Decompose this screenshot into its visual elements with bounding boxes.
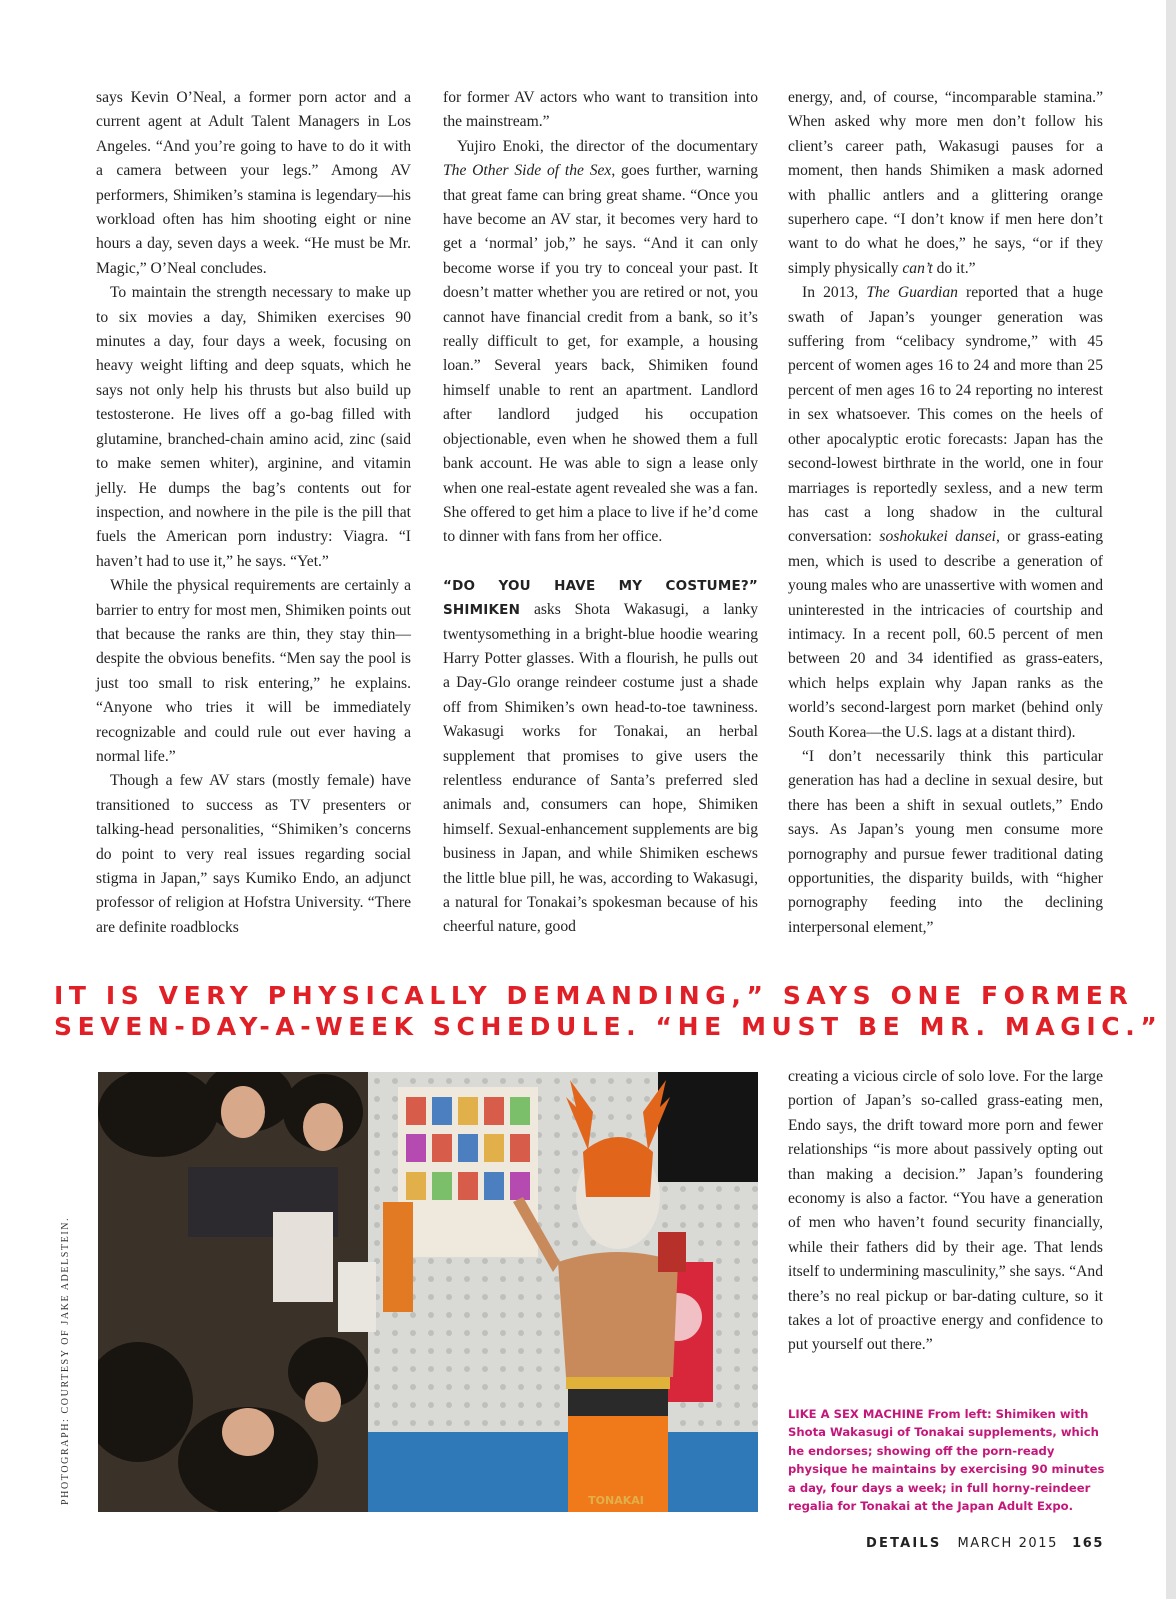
- expo-photo: [98, 1072, 758, 1512]
- paragraph: for former AV actors who want to transition into the mainstream.”: [443, 89, 758, 131]
- magazine-name: DETAILS: [866, 1536, 942, 1551]
- article-column-1: [96, 86, 411, 940]
- pull-quote: [54, 980, 1163, 1042]
- page-number: 165: [1072, 1536, 1104, 1551]
- paragraph: Yujiro Enoki, the director of the documentary The Other Side of the Sex, goes further, warning that great fame can bring great shame. “Once you have become an AV star, it becomes very hard to get a ‘normal’ job,” he says. “And it can only become worse if you try to conceal your past. It doesn’t matter whether you are retired or not, you cannot have financial credit from a bank, so it’s really difficult to get, for example, a housing loan.” Several years back, Shimiken found himself unable to rent an apartment. Landlord after landlord judged his occupation objectionable, even when he showed them a full bank account. He was able to sign a lease only when one real-estate agent revealed she was a fan. She offered to get him a place to live if he’d come to dinner with fans from her office.: [443, 137, 758, 546]
- photo-credit: PHOTOGRAPH: COURTESY OF JAKE ADELSTEIN.: [60, 1216, 71, 1505]
- section-opening-paragraph: “DO YOU HAVE MY COSTUME?” SHIMIKEN asks Shota Wakasugi, a lanky twentysomething in a bright-blue hoodie wearing Harry Potter glasses. With a flourish, he pulls out a Day-Glo orange reindeer costume just a shade off from Shimiken’s own head-to-toe tawniness. Wakasugi works for Tonakai, an herbal supplement that promises to give users the relentless endurance of Santa’s preferred sled animals and, consumers can hope, Shimiken himself. Sexual-enhancement supplements are big business in Japan, and while Shimiken eschews the little blue pill, he was, according to Wakasugi, a natural for Tonakai’s spokesman because of his cheerful nature, good: [443, 577, 758, 936]
- paragraph: In 2013, The Guardian reported that a huge swath of Japan’s younger generation was suffering from “celibacy syndrome,” with 45 percent of women ages 16 to 24 and more than 25 percent of men ages 16 to 24 reporting no interest in sex whatsoever. This comes on the heels of other apocalyptic erotic forecasts: Japan has the second-lowest birthrate in the world, one in four marriages is reportedly sexless, and a new term has cast a long shadow in the cultural conversation: soshokukei dansei, or grass-eating men, which is used to describe a generation of young males who are unassertive with women and uninterested in the intricacies of courtship and intimacy. In a recent poll, 60.5 percent of men between 20 and 34 identified as grass-eaters, which helps explain why Japan ranks as the world’s second-largest porn market (behind only South Korea—the U.S. lags at a distant third).: [788, 284, 1104, 741]
- paragraph: says Kevin O’Neal, a former porn actor and a current agent at Adult Talent Managers in Los Angeles. “And you’re going to have to do it with a camera between your legs.” Among AV performers, Shimiken’s stamina is legendary—his workload often has him shooting eight or nine hours a day, seven days a week. “He must be Mr. Magic,” O’Neal concludes.: [96, 89, 411, 277]
- publication-title: The Guardian: [866, 284, 958, 302]
- article-column-2: [443, 86, 758, 940]
- section-lead-in: “DO YOU HAVE MY COSTUME?” SHIMIKEN: [443, 577, 758, 619]
- article-column-3: [788, 86, 1103, 940]
- paragraph: “I don’t necessarily think this particular generation has had a decline in sexual desire, but there has been a shift in sexual outlets,” Endo says. As Japan’s young men consume more pornography and pursue fewer traditional dating opportunities, the disparity builds, with “higher pornography feeding into the declining interpersonal element,”: [788, 747, 1103, 936]
- belt-text: TONAKAI: [588, 1494, 644, 1507]
- paragraph: energy, and, of course, “incomparable stamina.” When asked why more men don’t follow his client’s career path, Wakasugi pauses for a moment, then hands Shimiken a mask adorned with phallic antlers and a glittering orange superhero cape. “I don’t know if men here don’t want to do what he does,” he says, “or if they simply physically can’t do it.”: [788, 89, 1103, 277]
- paragraph: creating a vicious circle of solo love. For the large portion of Japan’s so-called grass-eating men, Endo says, the drift toward more porn and fewer relationships “is more about passively opting out than making a decision.” Japan’s foundering economy is also a factor. “You have a generation of men who haven’t found security financially, while their fathers did by their age. That lends itself to undermining masculinity,” she says. “And there’s no real pickup or bar-dating culture, so it takes a lot of proactive energy and confidence to put yourself out there.”: [788, 1068, 1103, 1354]
- page-edge-rule: [1166, 0, 1176, 1599]
- photo-illustration: [98, 1072, 758, 1512]
- film-title: The Other Side of the Sex: [443, 162, 612, 180]
- pull-quote-line-1: IT IS VERY PHYSICALLY DEMANDING,” SAYS ONE FORMER: [54, 981, 1134, 1010]
- pull-quote-line-2: SEVEN-DAY-A-WEEK SCHEDULE. “HE MUST BE MR. MAGIC.”: [54, 1012, 1163, 1041]
- issue-date: MARCH 2015: [957, 1536, 1059, 1551]
- page-footer: [866, 1536, 1104, 1551]
- article-column-3-continued: [788, 1065, 1103, 1358]
- paragraph: While the physical requirements are certainly a barrier to entry for most men, Shimiken points out that because the ranks are thin, they stay thin—despite the obvious benefits. “Men say the pool is just too small to risk entering,” he explains. “Anyone who tries it will be immediately recognizable and could rule out ever having a normal life.”: [96, 577, 411, 765]
- photo-caption: LIKE A SEX MACHINE From left: Shimiken with Shota Wakasugi of Tonakai supplements, which he endorses; showing off the porn-ready physique he maintains by exercising 90 minutes a day, four days a week; in full horny-reindeer regalia for Tonakai at the Japan Adult Expo.: [788, 1407, 1105, 1514]
- paragraph: Though a few AV stars (mostly female) have transitioned to success as TV presenters or talking-head personalities, “Shimiken’s concerns do point to very real issues regarding social stigma in Japan,” says Kumiko Endo, an adjunct professor of religion at Hofstra University. “There are definite roadblocks: [96, 772, 411, 936]
- term: soshokukei dansei: [879, 528, 996, 546]
- paragraph: To maintain the strength necessary to make up to six movies a day, Shimiken exercises 90 minutes a day, four days a week, focusing on heavy weight lifting and deep squats, which he says not only help his thrusts but also build up testosterone. He lives off a go-bag filled with glutamine, branched-chain amino acid, zinc (said to make semen whiter), arginine, and vitamin jelly. He dumps the bag’s contents out for inspection, and nowhere in the pile is the pill that fuels the American porn industry: Viagra. “I haven’t had to use it,” he says. “Yet.”: [96, 284, 411, 570]
